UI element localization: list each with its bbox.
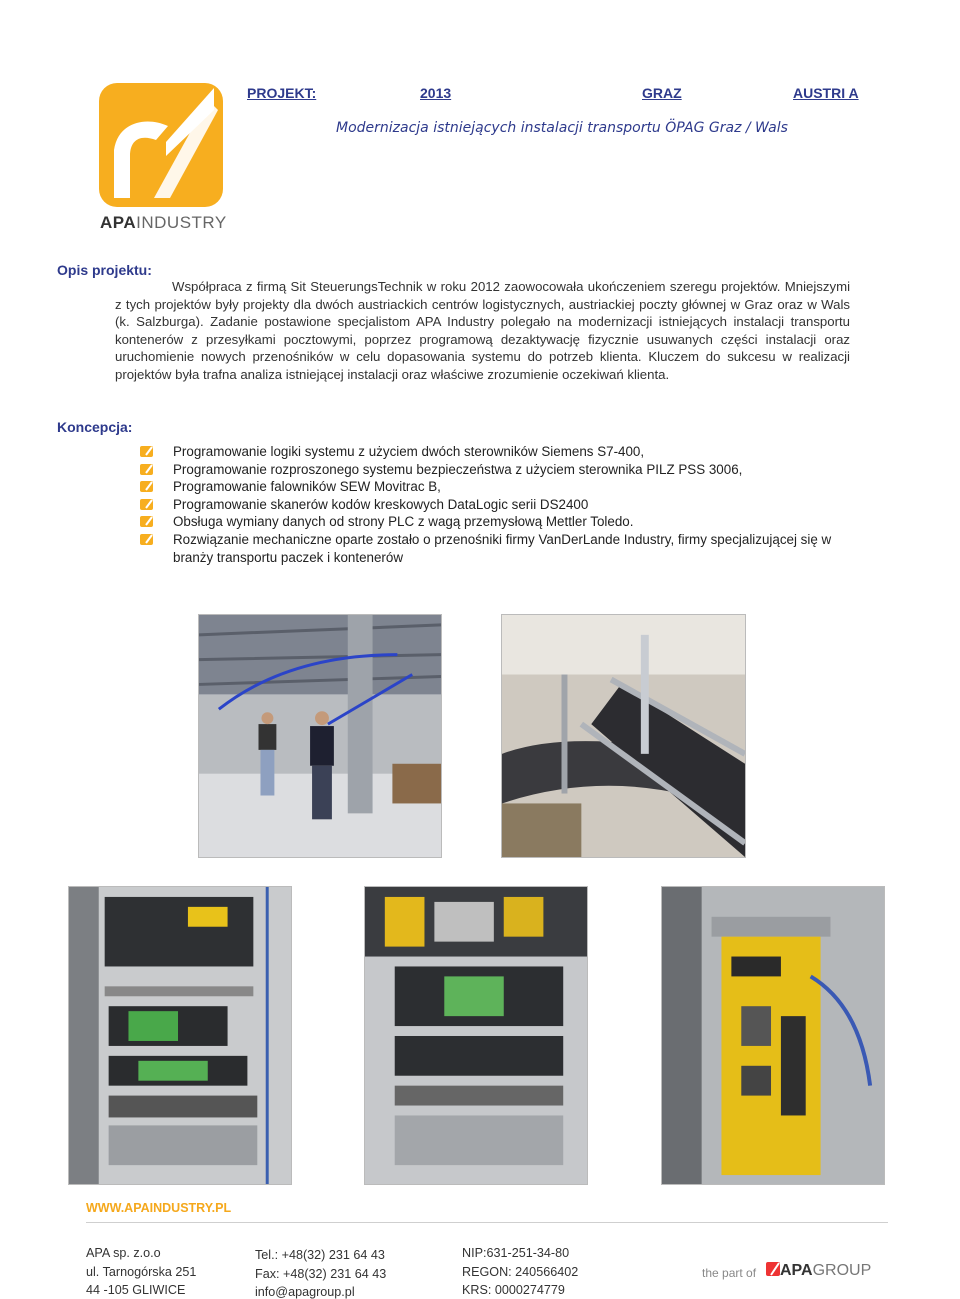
list-item-text: Programowanie skanerów kodów kreskowych DataLogic serii DS2400 <box>173 496 589 512</box>
email-link[interactable]: info@apagroup.pl <box>255 1285 355 1299</box>
list-item-text: Programowanie falowników SEW Movitrac B, <box>173 479 441 495</box>
list-item-text: Obsługa wymiany danych od strony PLC z wagą przemysłową Mettler Toledo. <box>173 514 634 530</box>
fax: Fax: +48(32) 231 64 43 <box>255 1266 387 1281</box>
photo-conveyor <box>501 614 746 858</box>
krs: KRS: 0000274779 <box>462 1283 565 1297</box>
list-item <box>140 461 860 479</box>
footer-registration <box>462 1244 578 1299</box>
koncepcja-list <box>140 443 860 566</box>
photo-control-cabinet-1 <box>68 886 292 1185</box>
group-bold: APA <box>780 1262 813 1279</box>
apa-group-logo <box>766 1262 871 1280</box>
footer-address <box>86 1244 196 1299</box>
list-item <box>140 496 860 514</box>
website-link[interactable]: WWW.APAINDUSTRY.PL <box>86 1201 232 1215</box>
group-light: GROUP <box>812 1262 872 1279</box>
bullet-icon <box>140 446 153 457</box>
description-text: Współpraca z firmą Sit SteuerungsTechnik w roku 2012 zaowocowała ukończeniem szeregu projektów. Mniejszymi z tych projektów były projekty dla dwóch austriackich centrów logistycznych, austriackiej poczty głównej w Graz oraz w Wals (k. Salzburga). Zadanie postawione specjalistom APA Industry polegało na modernizacji istniejących instalacji transportu kontenerów z przesyłkami pocztowymi, poprzez programową dezaktywację fizycznie usuwanych części instalacji oraz uruchomienie nowych przenośników w celu dopasowania systemu do potrzeb klienta. Kluczem do sukcesu w realizacji projektów była trafna analiza istniejącej instalacji oraz właściwe zrozumienie oczekiwań klienta. <box>115 279 850 382</box>
bullet-icon <box>140 516 153 527</box>
part-of-label: the part of <box>702 1266 757 1280</box>
opis-label: Opis projektu: <box>57 262 152 278</box>
bullet-icon <box>140 534 153 545</box>
company-name: APA sp. z.o.o <box>86 1246 161 1260</box>
city: 44 -105 GLIWICE <box>86 1283 186 1297</box>
list-item <box>140 478 860 496</box>
footer-divider <box>86 1222 888 1223</box>
koncepcja-label: Koncepcja: <box>57 419 133 435</box>
list-item <box>140 531 860 566</box>
list-item <box>140 513 860 531</box>
photo-control-cabinet-2 <box>364 886 588 1185</box>
nip: NIP:631-251-34-80 <box>462 1246 570 1260</box>
project-subtitle: Modernizacja istniejących instalacji transportu ÖPAG Graz / Wals <box>336 120 788 136</box>
footer-contact <box>255 1246 386 1299</box>
regon: REGON: 240566402 <box>462 1264 579 1279</box>
project-city: GRAZ <box>642 85 682 101</box>
project-year: 2013 <box>420 85 452 101</box>
telephone: Tel.: +48(32) 231 64 43 <box>255 1248 385 1262</box>
projekt-label: PROJEKT: <box>247 85 317 101</box>
bullet-icon <box>140 499 153 510</box>
logo-wordmark: APAINDUSTRY <box>100 213 227 232</box>
list-item-text: Programowanie logiki systemu z użyciem dwóch sterowników Siemens S7-400, <box>173 444 645 459</box>
project-country: AUSTRI A <box>793 85 859 101</box>
project-description <box>115 278 850 384</box>
photo-warehouse-hall <box>198 614 442 858</box>
street: ul. Tarnogórska 251 <box>86 1264 197 1279</box>
apa-industry-logo <box>96 80 226 235</box>
apa-group-icon <box>766 1262 780 1276</box>
list-item <box>140 443 860 461</box>
photo-pilz-controller <box>661 886 885 1185</box>
list-item-text: Rozwiązanie mechaniczne oparte zostało o przenośniki firmy VanDerLande Industry, firmy specjalizującej się w branży transportu paczek i kontenerów <box>173 531 832 565</box>
bullet-icon <box>140 464 153 475</box>
list-item-text: Programowanie rozproszonego systemu bezpieczeństwa z użyciem sterownika PILZ PSS 3006, <box>173 461 743 477</box>
bullet-icon <box>140 481 153 492</box>
